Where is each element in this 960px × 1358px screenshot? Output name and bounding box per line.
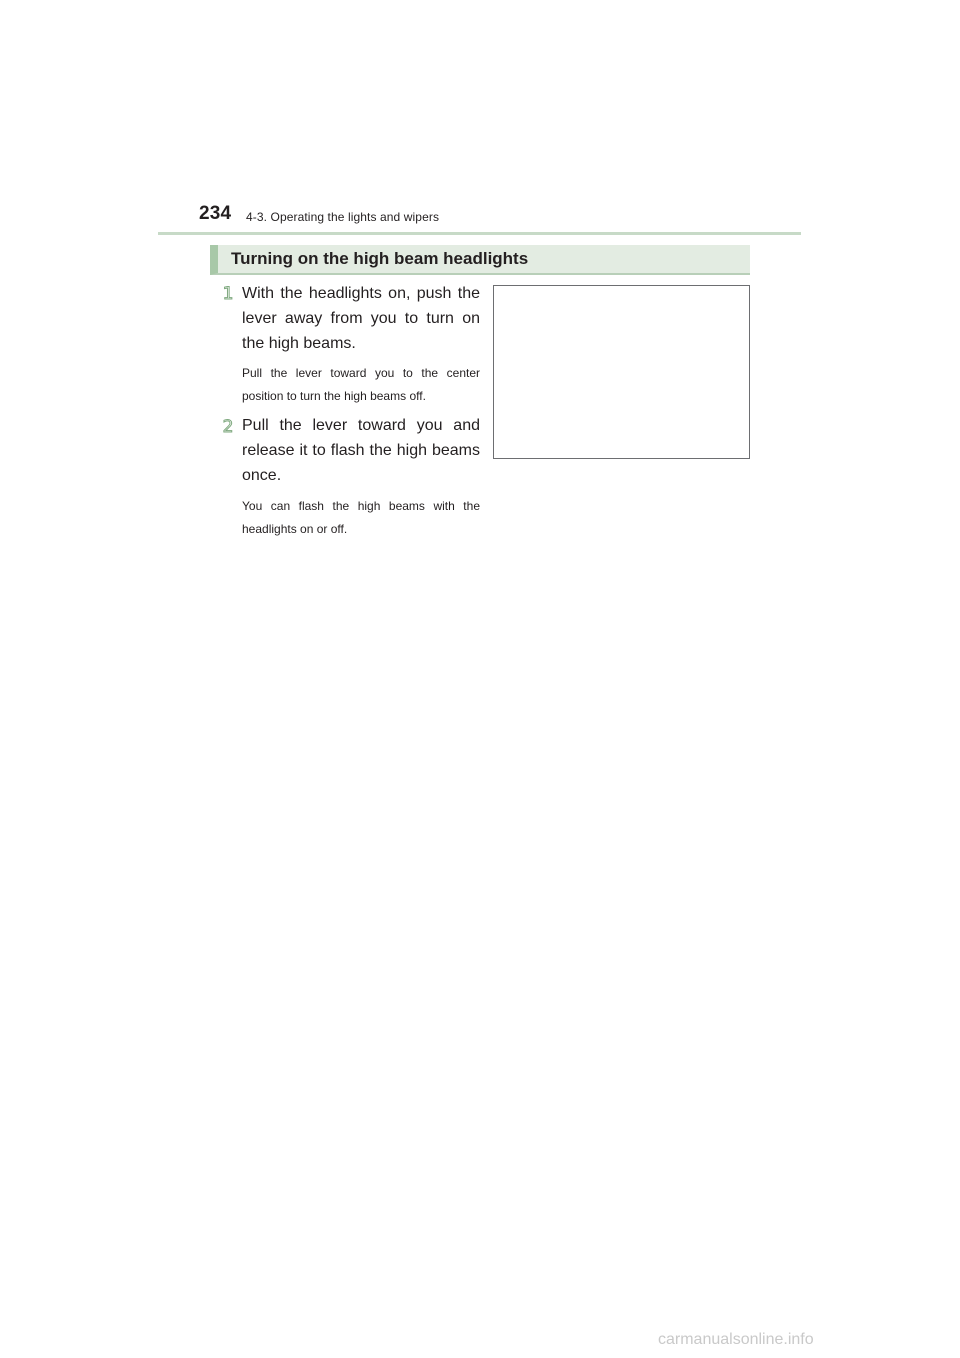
step-number-1: 1 xyxy=(222,284,234,304)
step-number-2: 2 xyxy=(222,417,234,437)
illustration-frame xyxy=(493,285,750,459)
section-heading: Turning on the high beam headlights xyxy=(231,249,529,268)
section-title: 4-3. Operating the lights and wipers xyxy=(246,210,440,224)
step-2-note: You can flash the high beams with the headlights on or off. xyxy=(242,499,480,536)
section-heading-box xyxy=(210,245,750,275)
step-1-text: With the headlights on, push the lever away from you to turn on the high beams. xyxy=(242,285,480,352)
header-rule xyxy=(158,232,801,235)
step-2-text: Pull the lever toward you and release it to flash the high beams once. xyxy=(242,417,480,484)
watermark: carmanualsonline.info xyxy=(658,1331,814,1348)
step-1-note: Pull the lever toward you to the center position to turn the high beams off. xyxy=(242,366,480,403)
page-number: 234 xyxy=(199,203,232,224)
